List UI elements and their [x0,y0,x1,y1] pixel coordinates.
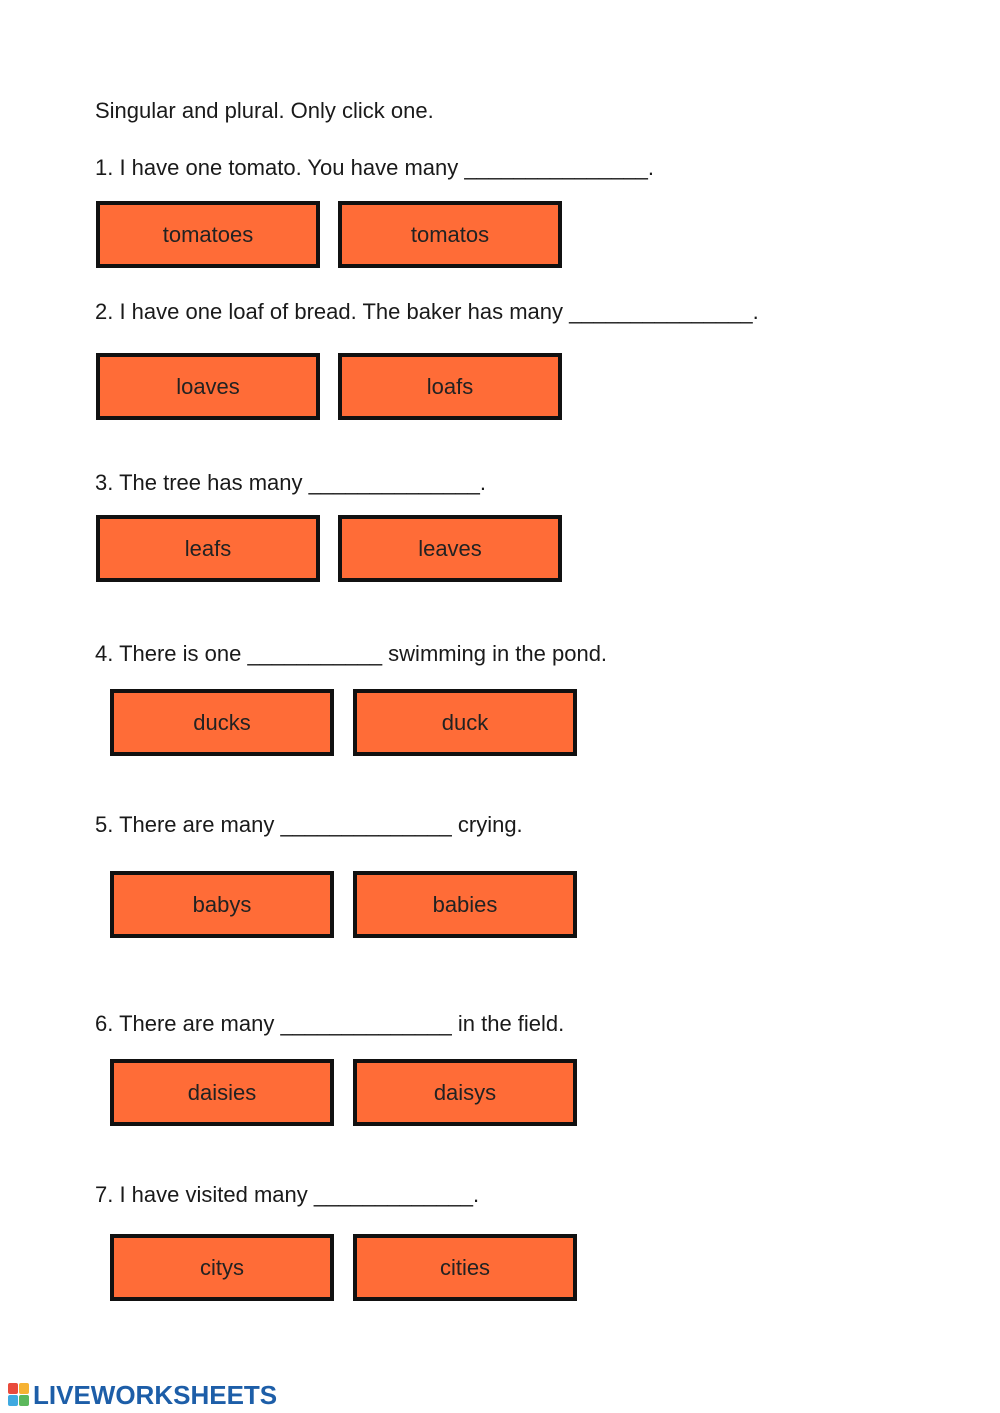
question-4-option-2[interactable]: duck [353,689,577,756]
logo-text: LIVEWORKSHEETS [33,1379,278,1410]
question-1-option-1[interactable]: tomatoes [96,201,320,268]
question-2-option-1[interactable]: loaves [96,353,320,420]
question-7-text: 7. I have visited many _____________. [95,1182,480,1207]
question-2-text: 2. I have one loaf of bread. The baker has many _______________. [95,299,759,324]
liveworksheets-blocks-icon [8,1383,30,1407]
question-5-text: 5. There are many ______________ crying. [95,812,523,837]
question-6-text: 6. There are many ______________ in the field. [95,1011,565,1036]
question-4-option-1[interactable]: ducks [110,689,334,756]
question-5-option-2[interactable]: babies [353,871,577,938]
question-4-text: 4. There is one ___________ swimming in the pond. [95,641,608,666]
liveworksheets-logo[interactable] [8,1380,277,1410]
question-1-option-2[interactable]: tomatos [338,201,562,268]
question-5-option-1[interactable]: babys [110,871,334,938]
question-7-option-2[interactable]: cities [353,1234,577,1301]
question-3-option-2[interactable]: leaves [338,515,562,582]
question-7-option-1[interactable]: citys [110,1234,334,1301]
instructions-text: Singular and plural. Only click one. [95,98,434,123]
question-2-option-2[interactable]: loafs [338,353,562,420]
question-6-option-2[interactable]: daisys [353,1059,577,1126]
question-3-text: 3. The tree has many ______________. [95,470,487,495]
question-1-text: 1. I have one tomato. You have many _______________. [95,155,655,180]
question-3-option-1[interactable]: leafs [96,515,320,582]
question-6-option-1[interactable]: daisies [110,1059,334,1126]
